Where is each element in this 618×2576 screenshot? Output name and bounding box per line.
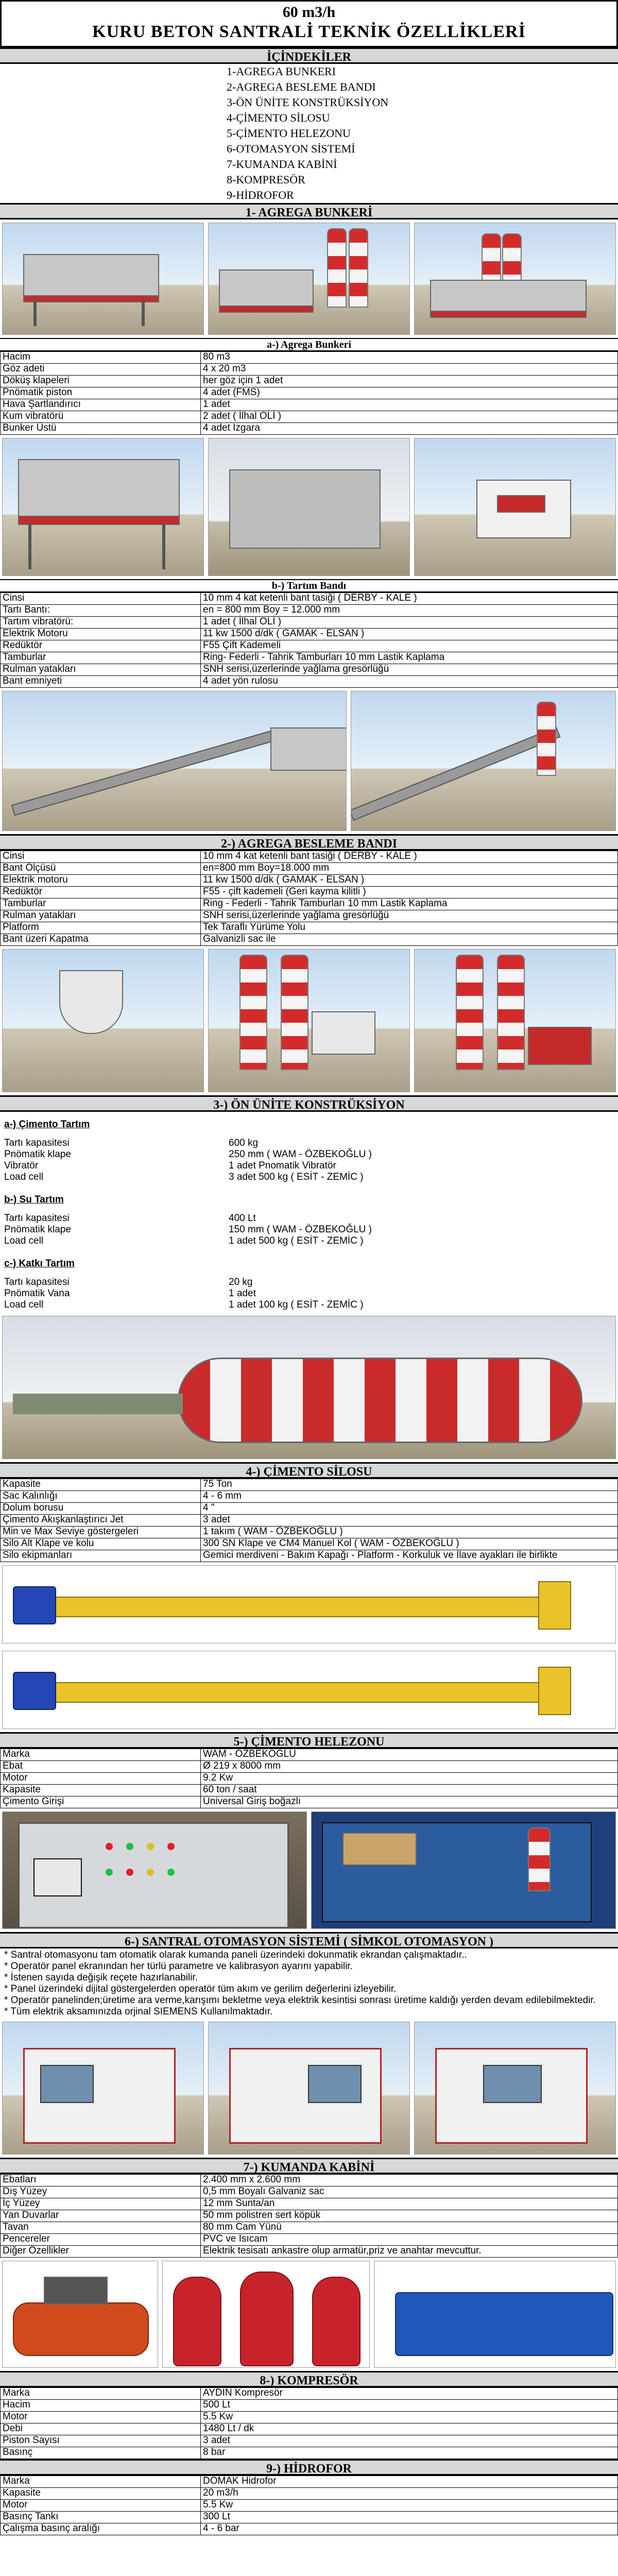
spec-value: 4 - 6 mm: [201, 1491, 618, 1503]
spec-value: 1 adet Pnomatik Vibratör: [229, 1160, 336, 1171]
spec-value: 4 adet Izgara: [201, 423, 618, 435]
spec-value: PVC ve Isıcam: [201, 2234, 618, 2246]
spec-row: [1, 1761, 618, 1773]
spec-row: [1, 1479, 618, 1491]
spec-value: 3 adet 500 kg ( ESİT - ZEMİC ): [229, 1172, 364, 1182]
subsection-1b-title: b-) Tartım Bandı: [0, 579, 618, 592]
photo-compressor: [2, 2261, 158, 2368]
spec-row: [1, 1503, 618, 1515]
spec-value: 20 kg: [229, 1277, 253, 1287]
spec-row: [4, 1149, 614, 1160]
spec-value: 250 mm ( WAM - ÖZBEKOĞLU ): [229, 1149, 372, 1160]
spec-key: Kum vibratörü: [1, 411, 201, 423]
spec-row: [1, 640, 618, 652]
photo-strip-9: [0, 2258, 618, 2371]
spec-key: Rulman yatakları: [1, 910, 201, 922]
spec-value: 4 x 20 m3: [201, 364, 618, 376]
spec-row: [4, 1299, 614, 1311]
spec-key: Döküş klapeleri: [1, 376, 201, 387]
spec-row: [1, 411, 618, 423]
spec-key: Tartı kapasitesi: [4, 1138, 70, 1148]
spec-value: SNH serisi,üzerlerinde yağlama gresörlüğü: [201, 664, 618, 676]
spec-key: Piston Sayısı: [1, 2435, 201, 2447]
spec-row: [4, 1235, 614, 1247]
spec-row: [1, 399, 618, 411]
spec-key: Bunker Üstü: [1, 423, 201, 435]
photo-bunker-detail-2: [208, 438, 410, 576]
spec-row: [1, 352, 618, 364]
spec-row: [1, 1515, 618, 1527]
spec-value: 300 SN Klape ve CM4 Manuel Kol ( WAM - ÖZBEKOĞLU ): [201, 1538, 618, 1550]
spec-key: Redüktör: [1, 640, 201, 652]
spec-key: Hava Şartlandırıcı: [1, 399, 201, 411]
spec-value: 50 mm polistren sert köpük: [201, 2210, 618, 2222]
spec-row: [1, 922, 618, 934]
photo-strip-3: [0, 688, 618, 834]
spec-key: Tartı kapasitesi: [4, 1277, 70, 1287]
spec-key: Çalışma basınç aralığı: [1, 2523, 201, 2535]
spec-value: 1 adet ( İlhal OLİ ): [201, 617, 618, 629]
spec-row: [1, 2476, 618, 2488]
automation-notes: [0, 1948, 618, 2019]
spec-value: 2 adet ( İlhal OLİ ): [201, 411, 618, 423]
spec-key: Platform: [1, 922, 201, 934]
toc-item: 4-ÇİMENTO SİLOSU: [227, 111, 330, 124]
spec-row: [1, 2388, 618, 2400]
spec-key: Kapasite: [1, 2488, 201, 2500]
spec-key: İç Yüzey: [1, 2198, 201, 2210]
toc-item: 6-OTOMASYON SİSTEMİ: [227, 142, 355, 155]
spec-key: Kapasite: [1, 1785, 201, 1797]
spec-row: [1, 2234, 618, 2246]
photo-pre-unit-1: [2, 949, 204, 1092]
spec-key: Basınç Tankı: [1, 2512, 201, 2523]
spec-row: [1, 423, 618, 435]
spec-key: Bant üzeri Kapatma: [1, 934, 201, 946]
spec-row: [1, 899, 618, 910]
spec-key: Sac Kalınlığı: [1, 1491, 201, 1503]
toc-item: 7-KUMANDA KABİNİ: [227, 158, 337, 171]
spec-table-9: [0, 2476, 618, 2535]
spec-value: 1 adet 500 kg ( ESİT - ZEMİC ): [229, 1235, 364, 1246]
photo-strip-2: [0, 435, 618, 579]
spec-row: [4, 1224, 614, 1235]
toc-title: İÇİNDEKİLER: [0, 47, 618, 64]
spec-value: 4 adet yön rulosu: [201, 676, 618, 688]
spec-value: Galvanizli sac ile: [201, 934, 618, 946]
spec-key: Load cell: [4, 1172, 44, 1182]
photo-strip-7: [0, 1808, 618, 1932]
spec-row: [1, 2435, 618, 2447]
photo-bunker-3: [414, 223, 616, 335]
spec-row: [1, 2222, 618, 2234]
spec-key: Pnömatik Vana: [4, 1288, 70, 1299]
spec-key: Basınç: [1, 2447, 201, 2459]
capacity-heading: 60 m3/h: [282, 4, 336, 21]
spec-key: Çimento Akışkanlaştırıcı Jet: [1, 1515, 201, 1527]
spec-row: [1, 910, 618, 922]
spec-value: 11 kw 1500 d/dk ( GAMAK - ELSAN ): [201, 875, 618, 887]
toc-item: 3-ÖN ÜNİTE KONSTRÜKSİYON: [227, 96, 389, 109]
spec-key: Hacim: [1, 352, 201, 364]
spec-row: [1, 2523, 618, 2535]
water-weighing-title: b-) Su Tartım: [4, 1194, 64, 1205]
spec-key: Tamburlar: [1, 652, 201, 664]
spec-value: en = 800 mm Boy = 12.000 mm: [201, 605, 618, 617]
spec-key: Diğer Özellikler: [1, 2246, 201, 2258]
spec-value: AYDIN Kompresör: [201, 2388, 618, 2400]
toc-item: 9-HİDROFOR: [227, 189, 294, 201]
spec-key: Elektrik motoru: [1, 875, 201, 887]
toc-item: 5-ÇİMENTO HELEZONU: [227, 127, 351, 140]
spec-row: [1, 2175, 618, 2187]
spec-key: Motor: [1, 2500, 201, 2512]
section-2-title: 2-) AGREGA BESLEME BANDI: [0, 834, 618, 851]
spec-value: 2.400 mm x 2.600 mm: [201, 2175, 618, 2187]
spec-row: [1, 2210, 618, 2222]
spec-row: [1, 364, 618, 376]
section-5-title: 5-) ÇİMENTO HELEZONU: [0, 1732, 618, 1749]
photo-hydrophore-pump: [374, 2261, 616, 2368]
spec-value: 3 adet: [201, 1515, 618, 1527]
section-7-title: 7-) KUMANDA KABİNİ: [0, 2158, 618, 2174]
spec-key: Yan Duvarlar: [1, 2210, 201, 2222]
spec-value: Ring - Federli - Tahrik Tamburları 10 mm Lastik Kaplama: [201, 899, 618, 910]
photo-strip-4: [0, 946, 618, 1095]
spec-value: 11 kw 1500 d/dk ( GAMAK - ELSAN ): [201, 629, 618, 640]
additive-weighing-title: c-) Katkı Tartım: [4, 1258, 75, 1269]
spec-key: Silo ekipmanları: [1, 1550, 201, 1562]
automation-note: * Operatör panelinden;üretime ara verme,karışımı bekletme veya elektrik kesintisi sonrası üretime kaldığı yerden devam edilebilmektedir.: [4, 1995, 596, 2006]
spec-value: SNH serisi,üzerlerinde yağlama gresörlüğü: [201, 910, 618, 922]
spec-value: 10 mm 4 kat ketenli bant tasiği ( DERBY - KALE ): [201, 593, 618, 605]
photo-strip-6: [0, 1562, 618, 1732]
spec-row: [1, 2400, 618, 2412]
spec-value: 5.5 Kw: [201, 2412, 618, 2424]
spec-value: F55 Çift Kademeli: [201, 640, 618, 652]
spec-row: [1, 2412, 618, 2424]
spec-key: Vibratör: [4, 1160, 39, 1171]
spec-row: [1, 676, 618, 688]
spec-key: Çimento Girişi: [1, 1797, 201, 1808]
spec-table-8: [0, 2387, 618, 2459]
spec-key: Bant Ölçüsü: [1, 863, 201, 875]
spec-value: Ring- Federli - Tahrik Tamburları 10 mm Lastik Kaplama: [201, 652, 618, 664]
spec-row: [4, 1138, 614, 1149]
photo-feed-belt-2: [351, 691, 616, 831]
spec-row: [1, 875, 618, 887]
spec-row: [4, 1288, 614, 1299]
photo-bunker-detail-3: [414, 438, 616, 576]
spec-value: 20 m3/h: [201, 2488, 618, 2500]
spec-key: Motor: [1, 1773, 201, 1785]
spec-row: [1, 887, 618, 899]
spec-key: Silo Alt Klape ve kolu: [1, 1538, 201, 1550]
section-8-title: 8-) KOMPRESÖR: [0, 2371, 618, 2387]
automation-note: * İstenen sayıda değişik reçete hazırlanabilir.: [4, 1972, 198, 1983]
toc-item: 1-AGREGA BUNKERI: [227, 65, 336, 78]
photo-screw-conveyor-2: [2, 1651, 616, 1729]
spec-value: 8 bar: [201, 2447, 618, 2459]
spec-value: 5.5 Kw: [201, 2500, 618, 2512]
photo-bunker-detail-1: [2, 438, 204, 576]
photo-pre-unit-3: [414, 949, 616, 1092]
spec-key: Kapasite: [1, 1479, 201, 1491]
spec-row: [1, 1749, 618, 1761]
spec-key: Tartı Bantı:: [1, 605, 201, 617]
spec-value: en=800 mm Boy=18.000 mm: [201, 863, 618, 875]
spec-value: 60 ton / saat: [201, 1785, 618, 1797]
spec-value: 1 adet 100 kg ( ESİT - ZEMİC ): [229, 1299, 364, 1310]
toc-item: 8-KOMPRESÖR: [227, 173, 305, 186]
spec-key: Hacim: [1, 2400, 201, 2412]
spec-key: Marka: [1, 2388, 201, 2400]
spec-table-1a: [0, 351, 618, 435]
automation-note: * Operatör panel ekranından her türlü parametre ve kalibrasyon ayarını yapabilir.: [4, 1961, 353, 1972]
spec-key: Göz adeti: [1, 364, 201, 376]
spec-value: Ø 219 x 8000 mm: [201, 1761, 618, 1773]
spec-row: [1, 1550, 618, 1562]
table-of-contents: [0, 64, 618, 203]
spec-row: [1, 1785, 618, 1797]
spec-row: [1, 2246, 618, 2258]
spec-row: [1, 652, 618, 664]
spec-table-2: [0, 851, 618, 946]
spec-key: Cinsi: [1, 593, 201, 605]
spec-key: Redüktör: [1, 887, 201, 899]
spec-value: 12 mm Sunta/an: [201, 2198, 618, 2210]
spec-row: [1, 851, 618, 863]
spec-value: 80 m3: [201, 352, 618, 364]
spec-row: [1, 2500, 618, 2512]
spec-table-5: [0, 1749, 618, 1808]
spec-row: [1, 605, 618, 617]
spec-key: Bant emniyeti: [1, 676, 201, 688]
spec-key: Tamburlar: [1, 899, 201, 910]
spec-value: 300 Lt: [201, 2512, 618, 2523]
photo-pre-unit-2: [208, 949, 410, 1092]
spec-key: Pencereler: [1, 2234, 201, 2246]
section-1-title: 1- AGREGA BUNKERİ: [0, 203, 618, 219]
spec-value: 600 kg: [229, 1138, 259, 1148]
spec-row: [1, 387, 618, 399]
spec-key: Pnömatik klape: [4, 1224, 71, 1235]
spec-row: [1, 863, 618, 875]
spec-key: Pnömatik piston: [1, 387, 201, 399]
photo-pressure-tanks: [162, 2261, 370, 2368]
spec-table-1b: [0, 592, 618, 688]
spec-value: DOMAK Hidrofor: [201, 2476, 618, 2488]
spec-key: Tartım vibratörü:: [1, 617, 201, 629]
spec-value: 0,5 mm Boyalı Galvaniz sac: [201, 2187, 618, 2198]
photo-bunker-1: [2, 223, 204, 335]
photo-bunker-2: [208, 223, 410, 335]
spec-key: Marka: [1, 2476, 201, 2488]
document-title: KURU BETON SANTRALİ TEKNİK ÖZELLİKLERİ: [92, 22, 526, 41]
spec-table-7: [0, 2174, 618, 2258]
spec-row: [1, 2198, 618, 2210]
spec-value: 4 adet (FMS): [201, 387, 618, 399]
spec-value: WAM - ÖZBEKOĞLU: [201, 1749, 618, 1761]
section-9-title: 9-) HİDROFOR: [0, 2459, 618, 2476]
automation-note: * Tüm elektrik aksamınızda orjinal SIEMENS Kullanılmaktadır.: [4, 2006, 273, 2017]
spec-value: 1 adet: [229, 1288, 256, 1299]
photo-feed-belt-1: [2, 691, 347, 831]
section-3-title: 3-) ÖN ÜNİTE KONSTRÜKSİYON: [0, 1095, 618, 1112]
section-6-title: 6-) SANTRAL OTOMASYON SİSTEMİ ( SİMKOL OTOMASYON ): [0, 1932, 618, 1948]
spec-value: 4 ": [201, 1503, 618, 1515]
spec-value: F55 - çift kademeli (Geri kayma kilitli ): [201, 887, 618, 899]
spec-value: Gemici merdiveni - Bakım Kapağı - Platform - Korkuluk ve İlave ayakları ile birlikte: [201, 1550, 618, 1562]
spec-key: Rulman yatakları: [1, 664, 201, 676]
spec-row: [1, 934, 618, 946]
spec-row: [1, 2512, 618, 2523]
spec-key: Marka: [1, 1749, 201, 1761]
spec-value: 500 Lt: [201, 2400, 618, 2412]
spec-value: Tek Taraflı Yürüme Yolu: [201, 922, 618, 934]
spec-row: [1, 1491, 618, 1503]
spec-value: her göz için 1 adet: [201, 376, 618, 387]
spec-key: Dış Yüzey: [1, 2187, 201, 2198]
automation-note: * Panel üzerindeki dijital göstergelerden operatör tüm akım ve gerilim değerlerini izleyebilir.: [4, 1984, 397, 1994]
spec-value: 1480 Lt / dk: [201, 2424, 618, 2435]
spec-key: Load cell: [4, 1299, 44, 1310]
spec-value: 10 mm 4 kat ketenli bant tasiği ( DERBY - KALE ): [201, 851, 618, 863]
spec-value: Elektrik tesisatı ankastre olup armatür,priz ve anahtar mevcuttur.: [201, 2246, 618, 2258]
spec-table-4: [0, 1479, 618, 1562]
photo-cabin-3: [414, 2022, 616, 2155]
spec-row: [4, 1277, 614, 1288]
photo-strip-1: [0, 219, 618, 338]
photo-cement-silo-horizontal: [2, 1316, 616, 1459]
spec-row: [4, 1160, 614, 1172]
photo-strip-5: [0, 1313, 618, 1462]
spec-value: 1 adet: [201, 399, 618, 411]
spec-row: [1, 593, 618, 605]
spec-key: Pnömatik klape: [4, 1149, 71, 1160]
spec-row: [1, 1527, 618, 1538]
automation-note: * Santral otomasyonu tam otomatik olarak kumanda paneli üzerindeki dokunmatik ekrandan çalışmaktadır..: [4, 1950, 467, 1960]
pre-unit-specs: [0, 1112, 618, 1313]
spec-key: Dolum borusu: [1, 1503, 201, 1515]
spec-key: Tavan: [1, 2222, 201, 2234]
photo-screw-conveyor-1: [2, 1565, 616, 1643]
spec-key: Elektrik Motoru: [1, 629, 201, 640]
cement-weighing-title: a-) Çimento Tartım: [4, 1119, 90, 1130]
spec-key: Ebatları: [1, 2175, 201, 2187]
spec-value: 3 adet: [201, 2435, 618, 2447]
spec-key: Tartı kapasitesi: [4, 1213, 70, 1224]
photo-strip-8: [0, 2019, 618, 2158]
spec-key: Min ve Max Seviye göstergeleri: [1, 1527, 201, 1538]
subsection-1a-title: a-) Agrega Bunkeri: [0, 338, 618, 351]
spec-value: Üniversal Giriş boğazlı: [201, 1797, 618, 1808]
spec-row: [1, 1538, 618, 1550]
spec-key: Ebat: [1, 1761, 201, 1773]
spec-row: [1, 629, 618, 640]
spec-row: [1, 2488, 618, 2500]
spec-row: [1, 376, 618, 387]
spec-value: 150 mm ( WAM - ÖZBEKOĞLU ): [229, 1224, 372, 1235]
spec-row: [4, 1213, 614, 1224]
photo-cabin-1: [2, 2022, 204, 2155]
section-4-title: 4-) ÇİMENTO SİLOSU: [0, 1462, 618, 1479]
spec-row: [1, 1773, 618, 1785]
spec-value: 80 mm Cam Yünü: [201, 2222, 618, 2234]
photo-automation-screen: [311, 1811, 616, 1929]
spec-row: [1, 2187, 618, 2198]
spec-row: [4, 1172, 614, 1183]
spec-row: [1, 2447, 618, 2459]
spec-value: 75 Ton: [201, 1479, 618, 1491]
spec-key: Load cell: [4, 1235, 44, 1246]
photo-cabin-2: [208, 2022, 410, 2155]
spec-key: Motor: [1, 2412, 201, 2424]
spec-value: 4 - 6 bar: [201, 2523, 618, 2535]
spec-row: [1, 617, 618, 629]
spec-key: Cinsi: [1, 851, 201, 863]
spec-row: [1, 664, 618, 676]
spec-value: 400 Lt: [229, 1213, 256, 1224]
toc-item: 2-AGREGA BESLEME BANDI: [227, 80, 376, 93]
photo-control-panel: [2, 1811, 307, 1929]
spec-value: 1 takım ( WAM - ÖZBEKOĞLU ): [201, 1527, 618, 1538]
spec-row: [1, 2424, 618, 2435]
document-header: [0, 0, 618, 47]
spec-row: [1, 1797, 618, 1808]
spec-value: 9.2 Kw: [201, 1773, 618, 1785]
spec-key: Debi: [1, 2424, 201, 2435]
